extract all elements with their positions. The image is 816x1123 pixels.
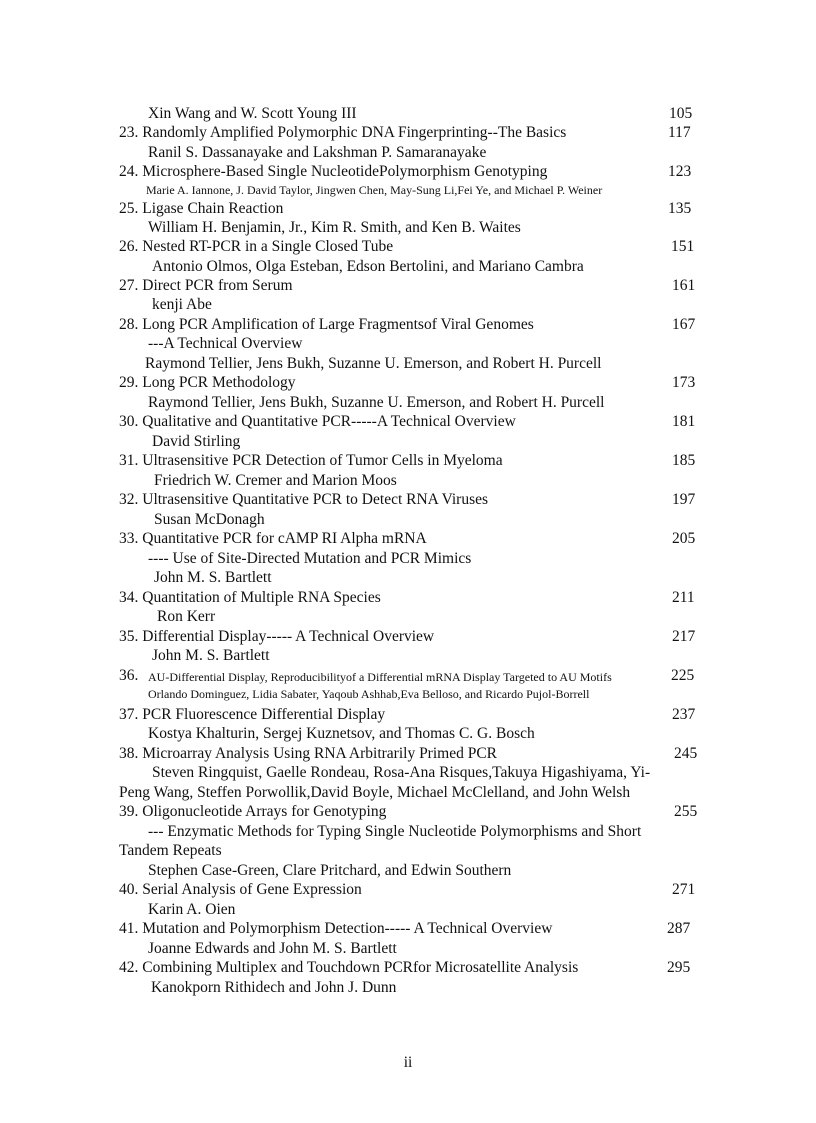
toc-line: Friedrich W. Cremer and Marion Moos — [154, 472, 397, 489]
toc-page-number: 135 — [668, 200, 692, 217]
toc-line: Xin Wang and W. Scott Young III — [148, 105, 357, 122]
toc-line: AU-Differential Display, Reproducibilityof a Differential mRNA Display Targeted to AU Motifs — [148, 670, 612, 684]
toc-line: 40. Serial Analysis of Gene Expression — [119, 881, 362, 898]
toc-page-number: 181 — [672, 413, 696, 430]
toc-line: David Stirling — [152, 433, 241, 450]
footer-page-number: ii — [403, 1054, 413, 1071]
toc-line: 34. Quantitation of Multiple RNA Species — [119, 589, 381, 606]
toc-line: Raymond Tellier, Jens Bukh, Suzanne U. Emerson, and Robert H. Purcell — [145, 355, 602, 372]
toc-line: Susan McDonagh — [154, 511, 265, 528]
toc-line: 33. Quantitative PCR for cAMP RI Alpha mRNA — [119, 530, 427, 547]
toc-line: Tandem Repeats — [119, 842, 222, 859]
toc-line: Karin A. Oien — [148, 901, 236, 918]
toc-page-number: 151 — [671, 238, 695, 255]
toc-line: 41. Mutation and Polymorphism Detection----- A Technical Overview — [119, 920, 553, 937]
toc-line: Stephen Case-Green, Clare Pritchard, and Edwin Southern — [148, 862, 512, 879]
toc-page-number: 197 — [672, 491, 696, 508]
toc-page-number: 211 — [672, 589, 695, 606]
toc-page-number: 173 — [672, 374, 696, 391]
toc-line: 32. Ultrasensitive Quantitative PCR to Detect RNA Viruses — [119, 491, 489, 508]
toc-page-number: 205 — [672, 530, 696, 547]
toc-line: Joanne Edwards and John M. S. Bartlett — [148, 940, 397, 957]
toc-line: 29. Long PCR Methodology — [119, 374, 296, 391]
toc-page-number: 161 — [672, 277, 696, 294]
toc-line: 42. Combining Multiplex and Touchdown PCRfor Microsatellite Analysis — [119, 959, 579, 976]
toc-line: 36. — [119, 667, 139, 684]
toc-line: John M. S. Bartlett — [152, 647, 270, 664]
toc-line: 24. Microsphere-Based Single NucleotidePolymorphism Genotyping — [119, 163, 548, 180]
toc-page-number: 271 — [672, 881, 696, 898]
toc-page-number: 217 — [672, 628, 696, 645]
toc-line: 30. Qualitative and Quantitative PCR-----A Technical Overview — [119, 413, 516, 430]
toc-line: Antonio Olmos, Olga Esteban, Edson Bertolini, and Mariano Cambra — [152, 258, 584, 275]
toc-page-number: 237 — [672, 706, 696, 723]
toc-page-number: 225 — [671, 667, 695, 684]
toc-line: Steven Ringquist, Gaelle Rondeau, Rosa-Ana Risques,Takuya Higashiyama, Yi- — [152, 764, 651, 781]
toc-line: Raymond Tellier, Jens Bukh, Suzanne U. Emerson, and Robert H. Purcell — [148, 394, 605, 411]
toc-line: William H. Benjamin, Jr., Kim R. Smith, and Ken B. Waites — [148, 219, 521, 236]
toc-line: 35. Differential Display----- A Technical Overview — [119, 628, 435, 645]
toc-line: 27. Direct PCR from Serum — [119, 277, 293, 294]
toc-page-number: 117 — [668, 124, 691, 141]
toc-page-number: 245 — [674, 745, 698, 762]
toc-page-number: 295 — [667, 959, 691, 976]
toc-page-number: 255 — [674, 803, 698, 820]
toc-line: 37. PCR Fluorescence Differential Display — [119, 706, 386, 723]
toc-page-number: 167 — [672, 316, 696, 333]
toc-line: 26. Nested RT-PCR in a Single Closed Tube — [119, 238, 394, 255]
toc-page-number: 105 — [669, 105, 693, 122]
toc-line: 25. Ligase Chain Reaction — [119, 200, 284, 217]
toc-line: 39. Oligonucleotide Arrays for Genotyping — [119, 803, 387, 820]
toc-page-number: 287 — [667, 920, 691, 937]
toc-line: ---- Use of Site-Directed Mutation and PCR Mimics — [148, 550, 472, 567]
toc-line: Kanokporn Rithidech and John J. Dunn — [151, 979, 397, 996]
toc-line: 28. Long PCR Amplification of Large Fragmentsof Viral Genomes — [119, 316, 534, 333]
toc-page-number: 123 — [668, 163, 692, 180]
toc-line: 31. Ultrasensitive PCR Detection of Tumor Cells in Myeloma — [119, 452, 503, 469]
toc-line: kenji Abe — [152, 296, 212, 313]
toc-line: Ranil S. Dassanayake and Lakshman P. Samaranayake — [148, 144, 487, 161]
toc-line: Ron Kerr — [157, 608, 216, 625]
toc-line: --- Enzymatic Methods for Typing Single Nucleotide Polymorphisms and Short — [148, 823, 642, 840]
toc-line: Marie A. Iannone, J. David Taylor, Jingwen Chen, May-Sung Li,Fei Ye, and Michael P. Weiner — [146, 183, 603, 197]
toc-line: Kostya Khalturin, Sergej Kuznetsov, and Thomas C. G. Bosch — [148, 725, 535, 742]
toc-page-number: 185 — [672, 452, 696, 469]
toc-line: John M. S. Bartlett — [154, 569, 272, 586]
toc-line: Peng Wang, Steffen Porwollik,David Boyle, Michael McClelland, and John Welsh — [119, 784, 631, 801]
toc-line: Orlando Dominguez, Lidia Sabater, Yaqoub Ashhab,Eva Belloso, and Ricardo Pujol-Borrell — [148, 687, 590, 701]
toc-line: 23. Randomly Amplified Polymorphic DNA Fingerprinting--The Basics — [119, 124, 567, 141]
toc-line: 38. Microarray Analysis Using RNA Arbitrarily Primed PCR — [119, 745, 498, 762]
toc-line: ---A Technical Overview — [148, 335, 303, 352]
